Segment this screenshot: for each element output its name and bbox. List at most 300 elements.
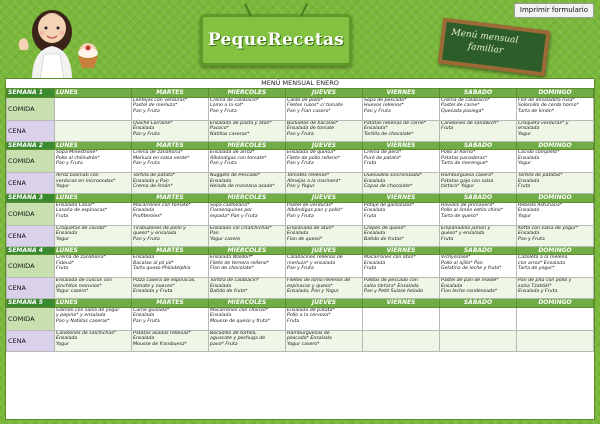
dish-line: Pan y Fruta bbox=[210, 161, 237, 166]
day-header: JUEVES bbox=[286, 141, 363, 150]
dish-line: Tortilla de calabacín* bbox=[210, 278, 260, 283]
dish-line: Ensalada bbox=[518, 208, 540, 213]
day-header: LUNES bbox=[55, 89, 132, 98]
dish-line: verduras en microondas* bbox=[56, 178, 116, 184]
comida-row bbox=[7, 97, 594, 120]
dish-line: Ensalada César* bbox=[56, 202, 95, 208]
menu-cell[interactable] bbox=[440, 97, 517, 120]
dish-line: aguacate y pechuga de bbox=[210, 336, 266, 341]
dish-line: Lasaña de espinacas* bbox=[56, 208, 108, 213]
week-title: SEMANA 5 bbox=[7, 299, 55, 308]
menu-cell[interactable] bbox=[55, 330, 132, 351]
dish-line: Ensalada de tomate bbox=[287, 126, 334, 131]
menu-cell[interactable] bbox=[55, 97, 132, 120]
day-header: SÁBADO bbox=[440, 246, 517, 255]
day-header: MIÉRCOLES bbox=[209, 299, 286, 308]
day-header: MARTES bbox=[132, 246, 209, 255]
cena-row bbox=[7, 330, 594, 351]
dish-line: Pan y Fruta bbox=[133, 108, 160, 114]
dish-line: Croquetas de cocido* bbox=[56, 225, 107, 231]
dish-line: Yogur casero bbox=[210, 236, 241, 242]
dish-line: Rebeda Asturiana* bbox=[518, 202, 563, 208]
dish-line: Filete de pollo relleno* bbox=[287, 155, 341, 161]
menu-cell[interactable] bbox=[363, 97, 440, 120]
dish-line: queso* y ensalada bbox=[441, 231, 485, 236]
comida-row bbox=[7, 202, 594, 225]
dish-line: Merluza en salsa verde* bbox=[133, 155, 190, 161]
dish-line: Croqueta verduras* y bbox=[518, 120, 569, 126]
menu-table bbox=[6, 88, 594, 352]
dish-line: Cocido completo* bbox=[518, 150, 560, 155]
dish-line: Helado de manzana asada* bbox=[210, 184, 275, 189]
dish-line: Crema de pera* bbox=[364, 150, 402, 155]
dish-line: con arroz* Ensalada bbox=[518, 260, 566, 266]
dish-line: Tarta de queso* bbox=[441, 213, 479, 219]
menu-cell[interactable] bbox=[286, 97, 363, 120]
dish-line: Patatas asadas rellenas* bbox=[133, 330, 191, 336]
dish-line: Empanada de atún* bbox=[287, 225, 334, 231]
dish-line: Sopa Minestrone* bbox=[56, 150, 98, 155]
day-header: MIÉRCOLES bbox=[209, 141, 286, 150]
dish-line: Empanadilla jamón y bbox=[441, 225, 491, 231]
dish-line: Arroz basmati con bbox=[56, 173, 99, 178]
menu-cell[interactable] bbox=[440, 120, 517, 141]
menu-cell[interactable] bbox=[55, 225, 132, 246]
day-header: VIERNES bbox=[363, 299, 440, 308]
dish-line: Tarta de yogur* bbox=[518, 266, 555, 271]
dish-line: Yogur casero* bbox=[287, 341, 320, 347]
menu-cell[interactable] bbox=[132, 97, 209, 120]
menu-cell[interactable] bbox=[363, 120, 440, 141]
dish-line: Crema de zanahoria* bbox=[56, 255, 106, 260]
dish-line: Tirabuzones de pollo y bbox=[133, 225, 186, 231]
dish-line: Carne guisada* bbox=[133, 307, 170, 313]
dish-line: Fruta bbox=[56, 266, 69, 271]
dish-line: Pan y Fruta bbox=[287, 266, 314, 271]
dish-line: Tomates rellenos* bbox=[287, 173, 330, 178]
day-header: DOMINGO bbox=[517, 141, 594, 150]
dish-line: Crema de zanahoria* bbox=[133, 150, 183, 155]
dish-line: Flor de ensaladilla rusa* bbox=[518, 97, 575, 103]
cena-label: CENA bbox=[7, 173, 55, 194]
dish-line: Quesada pasiega* bbox=[441, 108, 484, 114]
menu-cell[interactable] bbox=[517, 97, 594, 120]
dish-line: queso* y ensalada bbox=[133, 231, 177, 236]
dish-line: Ensalada de quinoa* bbox=[287, 150, 336, 155]
menu-cell[interactable] bbox=[363, 225, 440, 246]
dish-line: Pan bbox=[210, 231, 219, 236]
menu-cell[interactable] bbox=[440, 173, 517, 194]
dish-line: Lomo a la sal* bbox=[210, 103, 244, 108]
dish-line: Ensalada bbox=[518, 155, 540, 161]
dish-line: Filetes rusos* c/ tomate bbox=[287, 103, 343, 108]
menu-cell[interactable] bbox=[517, 330, 594, 351]
menu-cell[interactable] bbox=[440, 307, 517, 330]
day-header: MIÉRCOLES bbox=[209, 89, 286, 98]
comida-row bbox=[7, 255, 594, 278]
menu-cell[interactable] bbox=[132, 307, 209, 330]
week-title: SEMANA 4 bbox=[7, 246, 55, 255]
dish-line: Salmón con salsa de yogur bbox=[56, 307, 120, 313]
dish-line: Fruta bbox=[441, 236, 454, 242]
dish-line: Kefta con salsa de yogur* bbox=[518, 225, 579, 231]
dish-line: Crepes de queso* bbox=[364, 225, 406, 231]
menu-cell[interactable] bbox=[209, 173, 286, 194]
dish-line: Fruta bbox=[56, 213, 69, 219]
dish-line: Quiche Lorraine* bbox=[133, 120, 173, 126]
dish-line: Fideuá* bbox=[56, 260, 75, 266]
dish-line: Pacoco* bbox=[210, 126, 229, 131]
menu-cell[interactable] bbox=[132, 225, 209, 246]
cena-row bbox=[7, 225, 594, 246]
menu-cell[interactable] bbox=[517, 255, 594, 278]
comida-row bbox=[7, 150, 594, 173]
dish-line: salsa tártara* Ensalada bbox=[364, 283, 419, 289]
menu-cell[interactable] bbox=[363, 150, 440, 173]
dish-line: Ensalada y Fruta bbox=[518, 289, 558, 294]
cena-row bbox=[7, 120, 594, 141]
menu-cell[interactable] bbox=[132, 202, 209, 225]
dish-line: Ensalada de pasta y atún* bbox=[210, 120, 272, 126]
menu-cell[interactable] bbox=[55, 150, 132, 173]
cena-label: CENA bbox=[7, 120, 55, 141]
menu-cell[interactable] bbox=[440, 255, 517, 278]
menu-cell[interactable] bbox=[55, 173, 132, 194]
dish-line: Macarrones con chorizo* bbox=[210, 307, 269, 313]
dish-line: Nuggets de Pescado* bbox=[210, 173, 261, 178]
menu-cell[interactable] bbox=[209, 278, 286, 299]
logo: PequeRecetas bbox=[207, 30, 345, 50]
menu-cell[interactable] bbox=[209, 307, 286, 330]
menu-cell[interactable] bbox=[363, 173, 440, 194]
menu-cell[interactable] bbox=[440, 202, 517, 225]
menu-cell[interactable] bbox=[286, 307, 363, 330]
dish-line: Ensalada bbox=[518, 231, 540, 236]
week-header-row bbox=[7, 194, 594, 203]
day-header: VIERNES bbox=[363, 141, 440, 150]
dish-line: Ensalada bbox=[210, 283, 232, 289]
menu-cell[interactable] bbox=[363, 307, 440, 330]
dish-line: salsa Tzatziki* bbox=[518, 283, 552, 289]
dish-line: Fruta bbox=[287, 318, 300, 324]
dish-line: Pan y Fruta bbox=[210, 108, 237, 114]
menu-table-container bbox=[5, 78, 595, 420]
dish-line: Bocadillo de tortilla, bbox=[210, 330, 257, 336]
dish-line: Ensalada bbox=[287, 231, 309, 236]
board-line-2: familiar bbox=[467, 41, 504, 57]
dish-line: Natillas caseras* bbox=[210, 131, 250, 137]
menu-cell[interactable] bbox=[286, 120, 363, 141]
day-header: LUNES bbox=[55, 141, 132, 150]
week-title: SEMANA 1 bbox=[7, 89, 55, 98]
dish-line: tomate y nueces* bbox=[133, 283, 175, 289]
dish-line: Quesadilla sincronizada* bbox=[364, 173, 422, 178]
menu-cell[interactable] bbox=[440, 225, 517, 246]
day-header: JUEVES bbox=[286, 299, 363, 308]
dish-line: Tarta queso Philadelphia bbox=[133, 266, 191, 271]
dish-line: Macarrones con atún* bbox=[364, 255, 416, 260]
dish-line: espada* Pan y Fruta bbox=[210, 213, 258, 219]
logo-sign bbox=[200, 14, 352, 66]
menu-cell[interactable] bbox=[132, 255, 209, 278]
dish-line: Pan y Fruta bbox=[287, 161, 314, 166]
dish-line: pescado* Ensalada bbox=[287, 336, 332, 341]
dish-line: Pollo a la cerveza* bbox=[287, 313, 331, 318]
dish-line: Ensalada bbox=[518, 178, 540, 184]
dish-line: Pan y Fruta bbox=[287, 131, 314, 137]
dish-line: Ensalada y Pan bbox=[133, 178, 169, 184]
chalkboard-title bbox=[438, 18, 551, 77]
dish-line: Hamburguesa casera* bbox=[441, 173, 494, 178]
menu-cell[interactable] bbox=[132, 278, 209, 299]
dish-line: pavo* Fruta bbox=[210, 341, 238, 347]
dish-line: Hamburguesas de bbox=[287, 330, 330, 336]
comida-label: COMIDA bbox=[7, 307, 55, 330]
dish-line: Fruta bbox=[364, 161, 377, 166]
menu-cell[interactable] bbox=[209, 225, 286, 246]
dish-line: Flamenquines por bbox=[210, 208, 253, 213]
dish-line: Patatas panaderas* bbox=[441, 155, 488, 161]
dish-line: Gelatina de leche y fruta* bbox=[441, 266, 502, 271]
dish-line: Pastel de verduras* bbox=[287, 202, 334, 208]
dish-line: Ensalada* bbox=[364, 126, 388, 131]
dish-line: Pan y Fruta bbox=[56, 161, 83, 166]
day-header: MARTES bbox=[132, 141, 209, 150]
day-header: LUNES bbox=[55, 246, 132, 255]
dish-line: Yogur casero* bbox=[56, 289, 89, 294]
day-header: DOMINGO bbox=[517, 246, 594, 255]
day-header: DOMINGO bbox=[517, 89, 594, 98]
dish-line: Pan y Natillas caseras* bbox=[56, 318, 110, 324]
dish-line: Batido de fruta* bbox=[210, 289, 248, 294]
dish-line: Fruta bbox=[518, 184, 531, 189]
dish-line: Sopa castellana* bbox=[210, 202, 250, 208]
menu-cell[interactable] bbox=[363, 330, 440, 351]
menu-cell[interactable] bbox=[286, 225, 363, 246]
dish-line: Solomillo de cerdo horno* bbox=[518, 103, 579, 108]
dish-line: Tortilla de patatas* bbox=[518, 173, 563, 178]
dish-line: Potaje de garbanzos* bbox=[364, 202, 415, 208]
day-header: VIERNES bbox=[363, 194, 440, 203]
menu-cell[interactable] bbox=[517, 120, 594, 141]
dish-line: Pastel de carne* bbox=[441, 103, 480, 108]
dish-line: Pan y Fruta bbox=[287, 213, 314, 219]
dish-line: Pan y Fruta bbox=[133, 236, 160, 242]
dish-line: Ensalada bbox=[364, 231, 386, 236]
dish-line: Ensalada bbox=[210, 313, 232, 318]
dish-line: merluza* y ensalada bbox=[287, 260, 336, 266]
menu-cell[interactable] bbox=[517, 225, 594, 246]
dish-line: Puré de patata* bbox=[364, 155, 402, 161]
dish-line: Ensalada Waldorf* bbox=[210, 255, 254, 260]
menu-cell[interactable] bbox=[286, 278, 363, 299]
dish-line: Ensalada col c/salchichas* bbox=[210, 225, 272, 231]
dish-line: Pan y Petit Suisse helado bbox=[364, 289, 423, 294]
dish-line: tártara* Yogur bbox=[441, 184, 475, 189]
dish-line: Pollo al limón estilo chino* bbox=[441, 208, 503, 213]
dish-line: Yogur bbox=[518, 213, 532, 219]
dish-line: Fruta bbox=[364, 266, 377, 271]
dish-line: Tarta de merengue* bbox=[441, 161, 489, 166]
menu-cell[interactable] bbox=[363, 202, 440, 225]
day-header: JUEVES bbox=[286, 246, 363, 255]
comida-row bbox=[7, 307, 594, 330]
day-header: LUNES bbox=[55, 299, 132, 308]
dish-line: Calabacines rellenos de bbox=[287, 255, 343, 260]
dish-line: Pastel de pan de molde* bbox=[441, 278, 499, 283]
week-header-row bbox=[7, 299, 594, 308]
menu-cell[interactable] bbox=[132, 150, 209, 173]
dish-line: Ensalada bbox=[56, 336, 78, 341]
board-line-1: Menú mensual bbox=[450, 27, 519, 46]
menu-cell[interactable] bbox=[517, 173, 594, 194]
day-header: JUEVES bbox=[286, 89, 363, 98]
dish-line: Palitos de pescado con bbox=[364, 278, 418, 283]
dish-line: Fruta bbox=[364, 213, 377, 219]
dish-line: Pollo al chilindrón* bbox=[56, 155, 100, 161]
print-form-button[interactable]: Imprimir formulario bbox=[514, 3, 594, 18]
dish-line: Ensalada bbox=[133, 313, 155, 318]
menu-cell[interactable] bbox=[209, 120, 286, 141]
cena-label: CENA bbox=[7, 225, 55, 246]
dish-line: Pan y Fruta bbox=[133, 131, 160, 137]
dish-line: Mousse de queso y fruta* bbox=[210, 318, 270, 324]
menu-cell[interactable] bbox=[440, 150, 517, 173]
day-header: SÁBADO bbox=[440, 141, 517, 150]
dish-line: Tortilla de chocolate* bbox=[364, 131, 414, 137]
dish-line: Ensalada, Pan y Yogur bbox=[287, 289, 339, 294]
dish-line: Pan y Fruta bbox=[364, 108, 391, 114]
menu-cell[interactable] bbox=[517, 278, 594, 299]
dish-line: Sopa de pescado* bbox=[364, 97, 407, 103]
menu-cell[interactable] bbox=[209, 202, 286, 225]
dish-line: pinchitos morunos* bbox=[56, 283, 102, 289]
dish-line: Ensalada bbox=[364, 208, 386, 213]
dish-line: Ensalada de cuscús con bbox=[56, 278, 112, 283]
menu-caption: MENÚ MENSUAL ENERO bbox=[261, 79, 339, 87]
menu-cell[interactable] bbox=[132, 173, 209, 194]
dish-line: Crema de limón* bbox=[133, 184, 173, 189]
dish-line: Ensalada bbox=[56, 231, 78, 236]
day-header: LUNES bbox=[55, 194, 132, 203]
dish-line: Ensalada bbox=[364, 260, 386, 266]
menu-cell[interactable] bbox=[55, 255, 132, 278]
dish-line: Albóndigas pan y pollo* bbox=[287, 208, 343, 213]
week-header-row bbox=[7, 246, 594, 255]
dish-line: Profiteroles* bbox=[133, 213, 163, 219]
menu-cell[interactable] bbox=[517, 202, 594, 225]
menu-cell[interactable] bbox=[132, 120, 209, 141]
dish-line: Ensalada bbox=[133, 336, 155, 341]
dish-line: Ensalada bbox=[133, 208, 155, 213]
dish-line: Almejas a la marinera* bbox=[287, 178, 341, 184]
dish-line: Bacalao al pil pil* bbox=[133, 260, 174, 266]
menu-cell[interactable] bbox=[209, 255, 286, 278]
dish-line: Crema de calabacín* bbox=[441, 97, 491, 103]
dish-line: Flan leche condensada* bbox=[441, 289, 498, 294]
menu-cell[interactable] bbox=[286, 330, 363, 351]
dish-line: Ensalada bbox=[441, 283, 463, 289]
menu-cell[interactable] bbox=[440, 278, 517, 299]
week-title: SEMANA 2 bbox=[7, 141, 55, 150]
dish-line: Cazoleta a la melena bbox=[518, 255, 568, 260]
dish-line: Pastel de merluza* bbox=[133, 103, 178, 108]
day-header: MARTES bbox=[132, 299, 209, 308]
day-header: SÁBADO bbox=[440, 194, 517, 203]
dish-line: Filete de ternera relleno* bbox=[210, 260, 270, 266]
dish-line: Ensalada bbox=[210, 178, 232, 184]
dish-line: Macarrones con tomate* bbox=[133, 202, 191, 208]
dish-line: Yogur bbox=[56, 341, 70, 347]
dish-line: Caldo de pollo* bbox=[287, 97, 323, 103]
comida-label: COMIDA bbox=[7, 255, 55, 278]
dish-line: Fruta bbox=[441, 126, 454, 131]
menu-cell[interactable] bbox=[55, 278, 132, 299]
dish-line: Canelones de sándwich* bbox=[441, 120, 499, 126]
menu-cell[interactable] bbox=[286, 255, 363, 278]
dish-line: Ensalada de arroz* bbox=[210, 150, 255, 155]
dish-line: Ensalada y Fruta bbox=[133, 289, 173, 294]
menu-cell[interactable] bbox=[55, 120, 132, 141]
dish-line: Pan y Fruta bbox=[133, 318, 160, 324]
comida-label: COMIDA bbox=[7, 202, 55, 225]
dish-line: Pan y Yogur bbox=[287, 184, 315, 189]
day-header: DOMINGO bbox=[517, 299, 594, 308]
menu-cell[interactable] bbox=[440, 330, 517, 351]
chef-girl-illustration bbox=[2, 0, 104, 80]
menu-cell[interactable] bbox=[363, 278, 440, 299]
dish-line: Lentejas con verduras* bbox=[133, 97, 188, 103]
menu-cell[interactable] bbox=[55, 307, 132, 330]
dish-line: Pizza casera de espinacas, bbox=[133, 278, 196, 283]
menu-cell[interactable] bbox=[363, 255, 440, 278]
menu-cell[interactable] bbox=[209, 150, 286, 173]
dish-line: Tortilla de patata* bbox=[133, 173, 176, 178]
dish-line: Crema de calabacín* bbox=[210, 97, 260, 103]
menu-cell[interactable] bbox=[517, 150, 594, 173]
dish-line: Ensalada bbox=[133, 126, 155, 131]
menu-cell[interactable] bbox=[209, 330, 286, 351]
dish-line: Pan de pita con pollo y bbox=[518, 278, 572, 283]
dish-line: Yogur bbox=[518, 161, 532, 166]
dish-line: Buñuelos de bacalao* bbox=[287, 120, 339, 126]
dish-line: Huevos rellenos* bbox=[364, 103, 404, 108]
menu-cell[interactable] bbox=[209, 97, 286, 120]
day-header: VIERNES bbox=[363, 89, 440, 98]
day-header: VIERNES bbox=[363, 246, 440, 255]
dish-line: Raviolis de primavera* bbox=[441, 202, 495, 208]
dish-line: Yogur bbox=[518, 131, 532, 137]
menu-cell[interactable] bbox=[132, 330, 209, 351]
dish-line: Yogur bbox=[56, 184, 70, 189]
dish-line: Albóndigas con tomate* bbox=[210, 155, 267, 161]
week-header-row bbox=[7, 141, 594, 150]
day-header: JUEVES bbox=[286, 194, 363, 203]
dish-line: Vichyssoise* bbox=[441, 255, 471, 260]
dish-line: Patatas gajo con salsa bbox=[441, 178, 494, 184]
day-header: SÁBADO bbox=[440, 89, 517, 98]
menu-cell[interactable] bbox=[55, 202, 132, 225]
dish-line: Ensalada bbox=[364, 178, 386, 184]
cena-label: CENA bbox=[7, 278, 55, 299]
menu-cell[interactable] bbox=[286, 173, 363, 194]
dish-line: Tarta de limón* bbox=[518, 108, 555, 114]
menu-cell[interactable] bbox=[286, 202, 363, 225]
dish-line: Pollo al ajillo* Pan bbox=[441, 260, 483, 266]
dish-line: y pepino* y ensalada bbox=[56, 313, 106, 318]
menu-cell[interactable] bbox=[286, 150, 363, 173]
menu-cell[interactable] bbox=[517, 307, 594, 330]
